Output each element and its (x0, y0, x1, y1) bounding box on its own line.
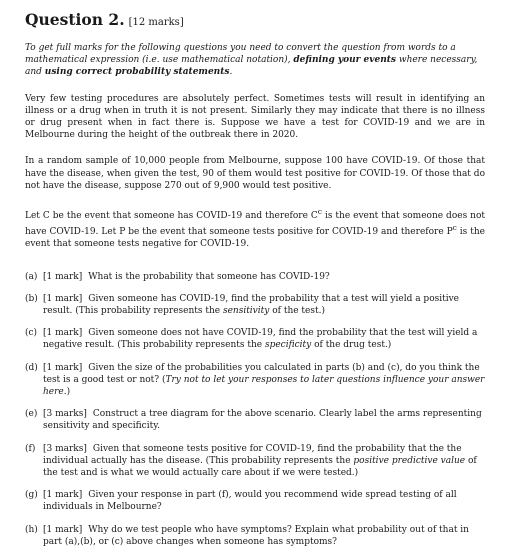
question-text-after: of the test.) (269, 306, 325, 317)
question-text-after: ) (66, 387, 71, 398)
definitions-text-3: is the event that someone tests negative for COVID-19. (25, 227, 485, 250)
question-marks: [1 mark] (43, 293, 83, 304)
question-italic-term: sensitivity (222, 306, 270, 317)
instructions-text-3: . (229, 67, 233, 78)
question-label: (a) (25, 271, 38, 282)
question-marks: [1 mark] (43, 524, 83, 535)
question-italic-term: Try not to let your responses to later questions influence your answer here. (43, 374, 485, 398)
question-page (25, 10, 485, 558)
question-label: (h) (25, 524, 38, 535)
question-text: Given someone does not have COVID-19, find the probability that the test will yield a negative result. (This probability represents the (43, 328, 478, 351)
definitions-text-1: Let C be the event that someone has COVID-19 and therefore C (25, 211, 318, 222)
complement-superscript-1: c (317, 207, 322, 217)
paragraph-definitions (25, 206, 485, 251)
instructions-text-2: where necessary, and (25, 55, 478, 78)
instructions (25, 42, 485, 79)
question-label: (c) (25, 328, 38, 339)
question-item-b (25, 293, 485, 317)
question-label: (e) (25, 409, 38, 420)
question-item-e (25, 408, 485, 432)
question-item-g (25, 489, 485, 513)
question-text: Given that someone tests positive for COVID-19, find the probability that the the individual actually has the disease. (This probability represents the (43, 443, 462, 466)
question-text: Given your response in part (f), would you recommend wide spread testing of all individuals in Melbourne? (43, 490, 457, 513)
question-text: Construct a tree diagram for the above scenario. Clearly label the arms representing sensitivity and specificity. (43, 409, 482, 432)
question-marks: [3 marks] (43, 409, 87, 420)
question-marks: [1 mark] (43, 490, 83, 501)
question-text: Given the size of the probabilities you calculated in parts (b) and (c), do you think the test is a good test or not? ( (43, 362, 480, 385)
question-label: (b) (25, 293, 38, 304)
question-marks: [1 mark] (43, 362, 83, 373)
question-text: What is the probability that someone has COVID-19? (88, 271, 330, 282)
question-item-f (25, 443, 485, 480)
instructions-text-1: To get full marks for the following questions you need to convert the question from words to a mathematical expression (i.e. use mathematical notation), (25, 43, 456, 66)
question-marks: [1 mark] (43, 271, 83, 282)
paragraph-intro: Very few testing procedures are absolutely perfect. Sometimes tests will result in identifying an illness or a drug when in truth it is not present. Similarly they may indicate that there is no illness or drug present when in fact there is. Suppose we have a test for COVID-19 and we are in Melbourne during the height of the outbreak there in 2020. (25, 93, 485, 141)
question-title: Question 2. (25, 10, 125, 29)
question-text-after: of the drug test.) (311, 340, 392, 351)
question-italic-term: positive predictive value (353, 455, 466, 466)
question-item-a (25, 271, 485, 283)
definitions-text-2: is the event that someone does not have COVID-19. Let P be the event that someone tests positive for COVID-19 and therefore P (25, 211, 485, 238)
question-label: (g) (25, 490, 38, 501)
question-heading (25, 10, 485, 29)
question-marks: [3 marks] (43, 443, 87, 454)
question-item-d (25, 362, 485, 399)
question-label: (f) (25, 443, 36, 454)
question-item-c (25, 327, 485, 351)
question-text-after: of the test and is what we would actually care about if we were tested.) (43, 455, 477, 479)
question-text: Why do we test people who have symptoms? Explain what probability out of that in part (a),(b), or (c) above changes when someone has symptoms? (43, 524, 469, 547)
question-text: Given someone has COVID-19, find the probability that a test will yield a positive result. (This probability represents the (43, 293, 460, 317)
question-italic-term: specificity (264, 340, 312, 351)
question-label: (d) (25, 362, 38, 373)
question-marks: [1 mark] (43, 328, 83, 339)
paragraph-sample: In a random sample of 10,000 people from Melbourne, suppose 100 have COVID-19. Of those that have the disease, when given the test, 90 of them would test positive for COVID-19. Of those that do not have the disease, suppose 270 out of 9,900 would test positive. (25, 156, 485, 191)
question-list (25, 271, 485, 548)
complement-superscript-2: c (452, 223, 457, 233)
question-item-h (25, 524, 485, 548)
instructions-bold-1: defining your events (293, 55, 396, 66)
total-marks: [12 marks] (128, 17, 184, 28)
instructions-bold-2: using correct probability statements (44, 67, 230, 78)
